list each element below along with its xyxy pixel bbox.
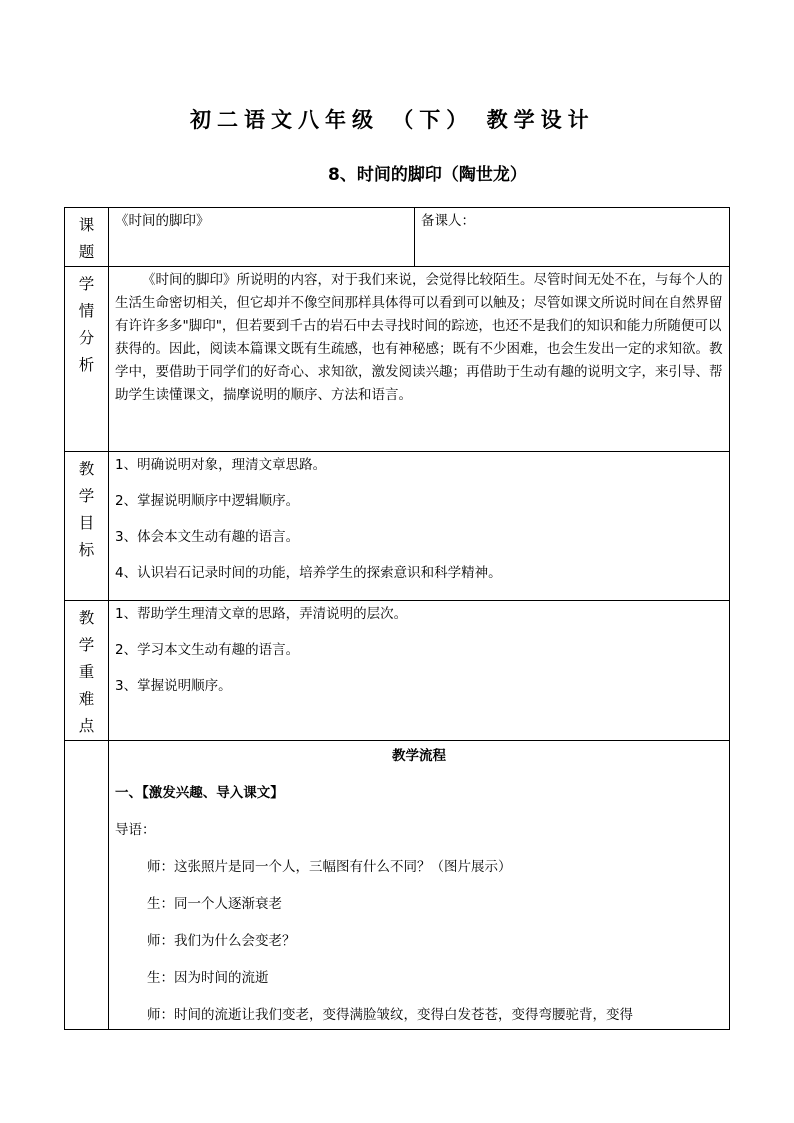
dialogue-line: 师：时间的流逝让我们变老，变得满脸皱纹，变得白发苍苍，变得弯腰驼背，变得: [147, 1007, 633, 1023]
flow-intro: 导语：: [115, 822, 156, 838]
dialogue-line: 师：我们为什么会变老？: [147, 933, 296, 949]
flow-section-heading: 一、【激发兴趣、导入课文】: [115, 785, 284, 801]
preparer-label: 备课人：: [415, 208, 730, 267]
analysis-row: [65, 267, 730, 452]
dialogue-line: 师：这张照片是同一个人，三幅图有什么不同？（图片展示）: [147, 859, 512, 875]
topic-label: 课 题: [65, 208, 109, 267]
flow-row: [65, 741, 730, 1030]
flow-label-empty: [65, 741, 109, 1030]
lesson-plan-table: [64, 207, 730, 1030]
key-points-row: [65, 601, 730, 741]
objective-item: 2、掌握说明顺序中逻辑顺序。: [115, 493, 300, 509]
key-point-item: 1、帮助学生理清文章的思路，弄清说明的层次。: [115, 606, 408, 622]
objective-item: 4、认识岩石记录时间的功能，培养学生的探索意识和科学精神。: [115, 565, 502, 581]
key-point-item: 3、掌握说明顺序。: [115, 678, 232, 694]
objective-item: 3、体会本文生动有趣的语言。: [115, 529, 300, 545]
topic-row: [65, 208, 730, 267]
lesson-subtitle: 8、时间的脚印（陶世龙）: [328, 165, 527, 185]
dialogue-line: 生：同一个人逐渐衰老: [147, 896, 282, 912]
topic-value: 《时间的脚印》: [109, 208, 415, 267]
key-points-label: 教 学 重 难 点: [65, 601, 109, 741]
analysis-text: 《时间的脚印》所说明的内容，对于我们来说，会觉得比较陌生。尽管时间无处不在，与每个人的生活生命密切相关，但它却并不像空间那样具体得可以看到可以触及；尽管如课文所说时间在自然界留有许许多多"脚印"，但若要到千古的岩石中去寻找时间的踪迹，也还不是我们的知识和能力所随便可以获得的。因此，阅读本篇课文既有生疏感，也有神秘感；既有不少困难，也会生发出一定的求知欲。教学中，要借助于同学们的好奇心、求知欲，激发阅读兴趣；再借助于生动有趣的说明文字，来引导、帮助学生读懂课文，揣摩说明的顺序、方法和语言。: [115, 272, 723, 403]
analysis-label: 学 情 分 析: [65, 267, 109, 452]
flow-title: 教学流程: [392, 748, 446, 764]
objectives-label: 教 学 目 标: [65, 452, 109, 601]
key-point-item: 2、学习本文生动有趣的语言。: [115, 642, 300, 658]
objectives-row: [65, 452, 730, 601]
dialogue-line: 生：因为时间的流逝: [147, 970, 269, 986]
document-title: 初二语文八年级 （下） 教学设计: [190, 108, 595, 132]
objective-item: 1、明确说明对象，理清文章思路。: [115, 457, 327, 473]
